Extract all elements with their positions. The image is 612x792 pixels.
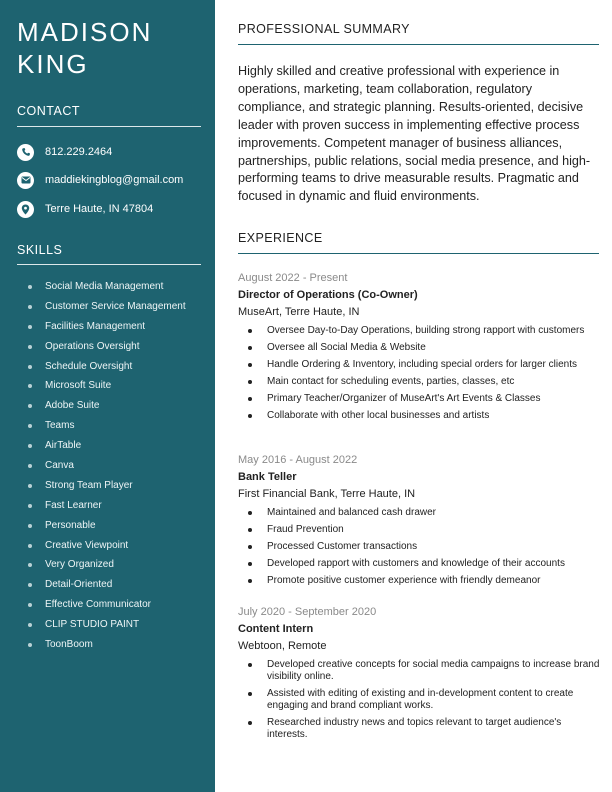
skill-item: Customer Service Management <box>17 300 186 320</box>
job-bullet: Primary Teacher/Organizer of MuseArt's Art Events & Classes <box>238 393 600 405</box>
skill-item: Canva <box>17 459 186 479</box>
job-bullet: Fraud Prevention <box>238 524 600 536</box>
job-dates: August 2022 - Present <box>238 272 348 284</box>
skills-heading: SKILLS <box>17 243 63 257</box>
job-title: Director of Operations (Co-Owner) <box>238 289 418 301</box>
job-title: Bank Teller <box>238 471 297 483</box>
contact-phone <box>17 143 112 161</box>
skill-item: Schedule Oversight <box>17 360 186 380</box>
job-dates: July 2020 - September 2020 <box>238 606 377 618</box>
main-content <box>238 0 600 792</box>
job-bullet: Main contact for scheduling events, parties, classes, etc <box>238 376 600 388</box>
experience-divider <box>238 253 599 254</box>
location-pin-icon <box>17 201 34 218</box>
job-bullet: Handle Ordering & Inventory, including special orders for larger clients <box>238 359 600 371</box>
phone-icon <box>17 144 34 161</box>
job-bullet: Oversee all Social Media & Website <box>238 342 600 354</box>
job-bullets <box>238 659 600 741</box>
first-name: MADISON <box>17 17 153 47</box>
phone-number[interactable]: 812.229.2464 <box>45 146 113 158</box>
contact-location <box>17 200 153 218</box>
job-bullets <box>238 507 600 587</box>
job-company: Webtoon, Remote <box>238 640 327 652</box>
skills-list <box>17 280 186 658</box>
skill-item: Strong Team Player <box>17 479 186 499</box>
job-bullet: Oversee Day-to-Day Operations, building strong rapport with customers <box>238 325 600 337</box>
skill-item: Adobe Suite <box>17 399 186 419</box>
job-entry <box>238 605 600 746</box>
skill-item: AirTable <box>17 439 186 459</box>
job-bullet: Maintained and balanced cash drawer <box>238 507 600 519</box>
last-name: KING <box>17 49 89 79</box>
contact-email <box>17 171 183 189</box>
skill-item: Operations Oversight <box>17 340 186 360</box>
email-icon <box>17 172 34 189</box>
summary-heading: PROFESSIONAL SUMMARY <box>238 22 410 36</box>
skill-item: Teams <box>17 419 186 439</box>
location-text: Terre Haute, IN 47804 <box>45 203 154 215</box>
skill-item: Microsoft Suite <box>17 379 186 399</box>
job-bullets <box>238 325 600 422</box>
candidate-name <box>17 16 152 80</box>
job-company: First Financial Bank, Terre Haute, IN <box>238 488 416 500</box>
job-company: MuseArt, Terre Haute, IN <box>238 306 360 318</box>
job-entry <box>238 271 600 427</box>
job-bullet: Collaborate with other local businesses and artists <box>238 410 600 422</box>
skill-item: CLIP STUDIO PAINT <box>17 618 186 638</box>
email-address[interactable]: maddiekingblog@gmail.com <box>45 174 184 186</box>
skill-item: Personable <box>17 519 186 539</box>
experience-heading: EXPERIENCE <box>238 231 323 245</box>
skill-item: Social Media Management <box>17 280 186 300</box>
skill-item: Effective Communicator <box>17 598 186 618</box>
contact-divider <box>17 126 201 127</box>
job-bullet: Developed creative concepts for social media campaigns to increase brand visibility online. <box>238 659 600 683</box>
job-bullet: Assisted with editing of existing and in-development content to create engaging and brand compliant works. <box>238 688 600 712</box>
summary-text: Highly skilled and creative professional with experience in operations, marketing, team collaboration, regulatory compliance, and strategic planning. Results-oriented, decisive leader with proven success in implementing effective process improvements. Competent manager of business alliances, partnerships, public relations, social media presence, and high-performing teams to drive measurable results. Pragmatic and focused in dynamic and fluid environments. <box>238 64 591 204</box>
skill-item: Facilities Management <box>17 320 186 340</box>
job-dates: May 2016 - August 2022 <box>238 454 358 466</box>
skill-item: Detail-Oriented <box>17 578 186 598</box>
job-title: Content Intern <box>238 623 314 635</box>
skill-item: Fast Learner <box>17 499 186 519</box>
summary-divider <box>238 44 599 45</box>
sidebar <box>0 0 215 792</box>
job-bullet: Promote positive customer experience with friendly demeanor <box>238 575 600 587</box>
job-bullet: Researched industry news and topics relevant to target audience's interests. <box>238 717 600 741</box>
skill-item: Creative Viewpoint <box>17 539 186 559</box>
skill-item: ToonBoom <box>17 638 186 658</box>
skill-item: Very Organized <box>17 558 186 578</box>
job-bullet: Processed Customer transactions <box>238 541 600 553</box>
job-bullet: Developed rapport with customers and knowledge of their accounts <box>238 558 600 570</box>
skills-divider <box>17 264 201 265</box>
job-entry <box>238 453 600 592</box>
contact-heading: CONTACT <box>17 104 80 118</box>
